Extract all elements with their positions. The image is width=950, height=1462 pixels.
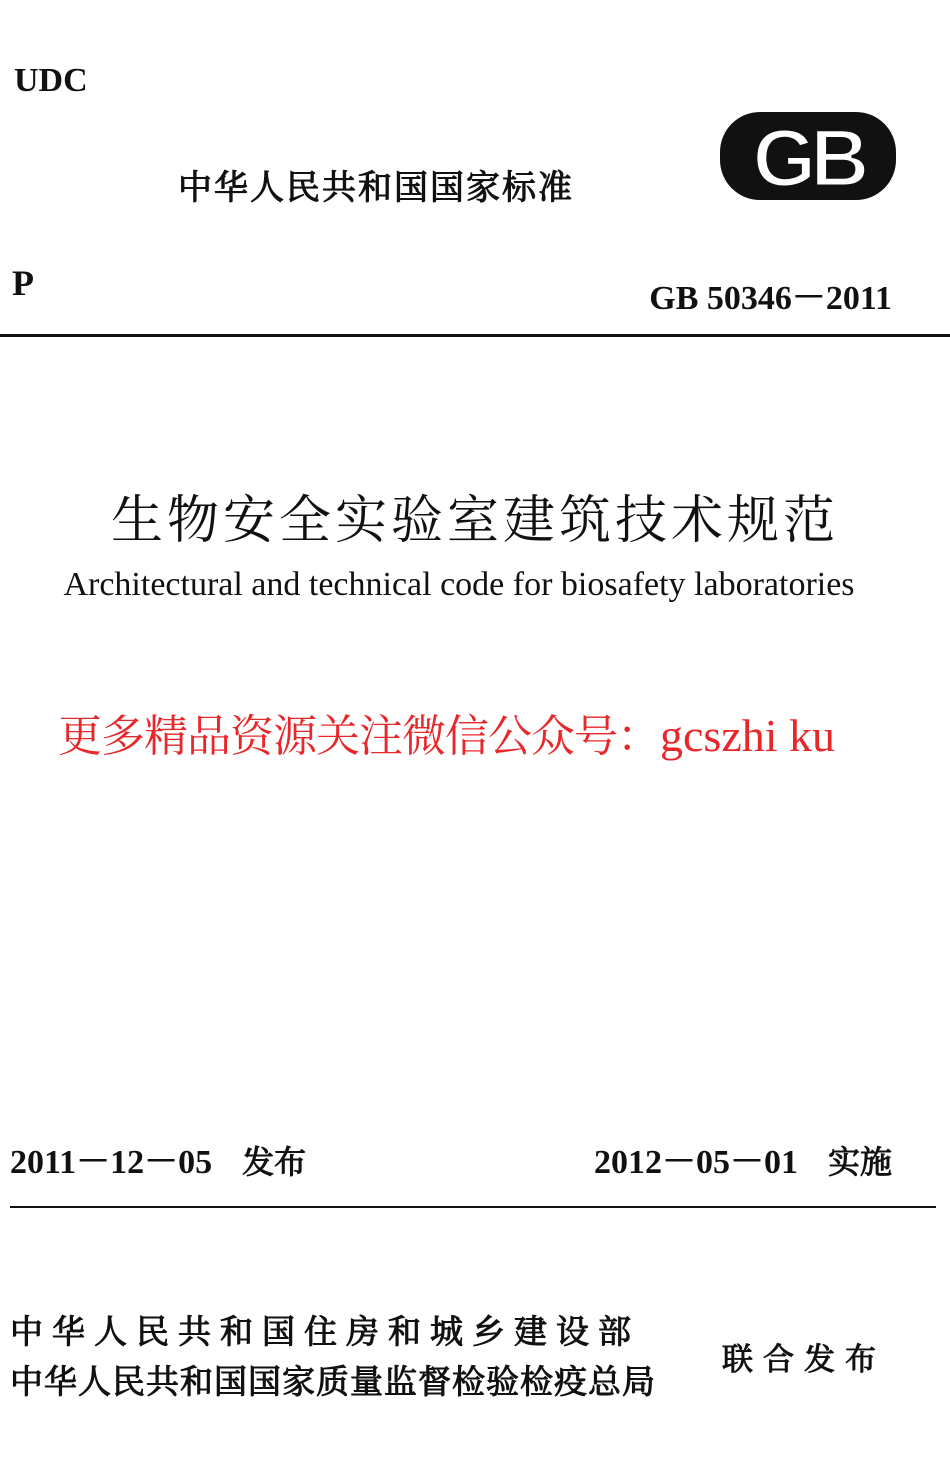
top-divider <box>0 334 950 337</box>
watermark-text-latin: gcszhi ku <box>660 710 836 761</box>
bottom-divider <box>10 1206 936 1208</box>
issue-date: 2011－12－05 <box>10 1144 213 1181</box>
gb-logo <box>718 108 898 204</box>
title-english: Architectural and technical code for biosafety laboratories <box>63 566 855 603</box>
implement-date-block <box>594 1134 892 1183</box>
national-standard-heading: 中华人民共和国国家标准 <box>178 168 574 208</box>
publisher-line-1: 中华人民共和国住房和城乡建设部 <box>10 1312 640 1351</box>
classification-code: P <box>12 263 34 303</box>
implement-date: 2012－05－01 <box>593 1144 798 1181</box>
implement-label: 实施 <box>827 1143 892 1181</box>
publisher-line-2: 中华人民共和国国家质量监督检验检疫总局 <box>10 1362 656 1401</box>
watermark-notice <box>58 700 835 764</box>
issue-date-block <box>10 1134 306 1183</box>
issue-label: 发布 <box>242 1143 307 1181</box>
standard-number: GB 50346－2011 <box>649 280 892 317</box>
watermark-text-cn: 更多精品资源关注微信公众号： <box>58 711 660 762</box>
joint-publish-label: 联合发布 <box>722 1342 886 1378</box>
title-chinese: 生物安全实验室建筑技术规范 <box>110 491 839 551</box>
gb-logo-text: GB <box>752 113 864 204</box>
udc-label: UDC <box>14 62 88 99</box>
